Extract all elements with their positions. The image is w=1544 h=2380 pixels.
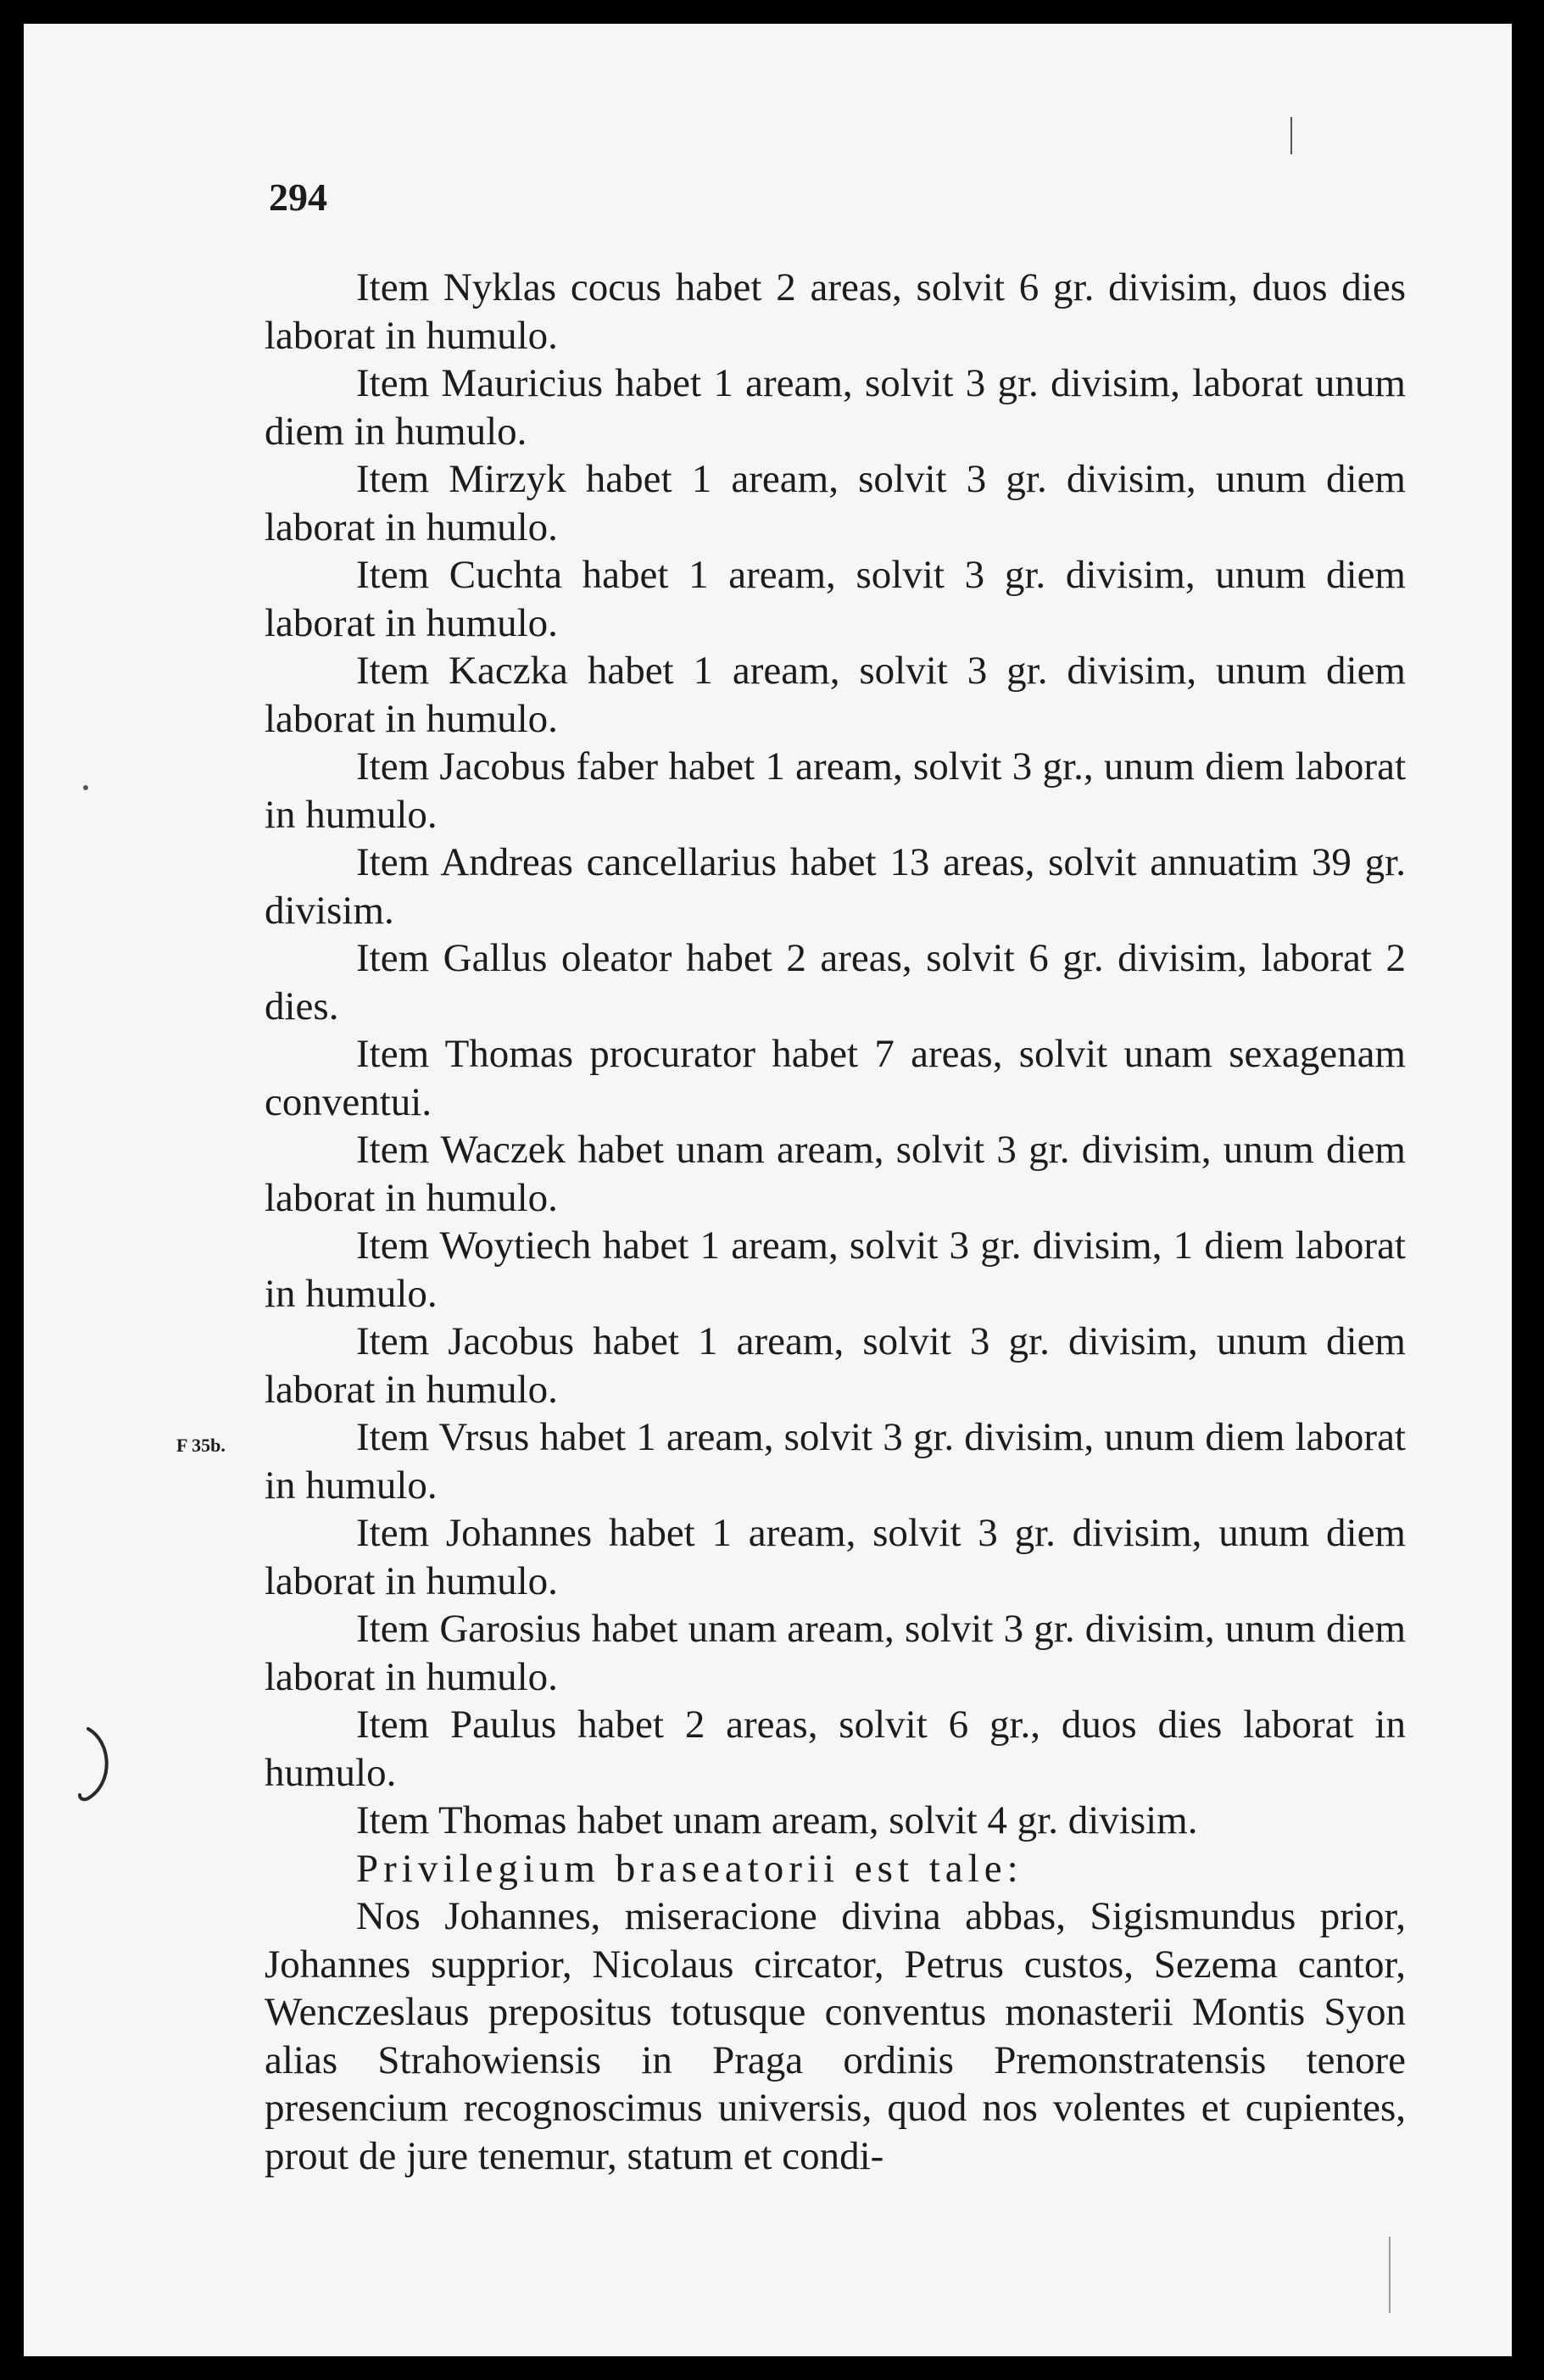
paragraph-waczek: Item Waczek habet unam aream, solvit 3 gr. divisim, unum diem laborat in humulo. (265, 1128, 1406, 1220)
paragraph-jacobus: Item Jacobus habet 1 aream, solvit 3 gr. divisim, unum diem laborat in humulo. (265, 1319, 1406, 1412)
paragraph-thomas: Item Thomas habet unam aream, solvit 4 gr. divisim. (356, 1798, 1198, 1842)
paragraph-mauricius: Item Mauricius habet 1 aream, solvit 3 gr. divisim, laborat unum diem in humulo. (265, 361, 1406, 454)
scan-speck (1290, 117, 1292, 154)
main-text (265, 264, 1406, 2180)
scan-speck (1389, 2237, 1391, 2313)
paragraph-nyklas: Item Nyklas cocus habet 2 areas, solvit 6 gr. divisim, duos dies laborat in humulo. (265, 265, 1406, 358)
paragraph-vrsus: Item Vrsus habet 1 aream, solvit 3 gr. divisim, unum diem laborat in humulo. (265, 1415, 1406, 1508)
paragraph-garosius: Item Garosius habet unam aream, solvit 3 gr. divisim, unum diem laborat in humulo. (265, 1607, 1406, 1699)
book-page (24, 24, 1520, 2356)
paragraph-jacobus-faber: Item Jacobus faber habet 1 aream, solvit 3 gr., unum diem laborat in humulo. (265, 744, 1406, 837)
section-heading: Privilegium braseatorii est tale: (356, 1846, 1023, 1891)
paragraph-privilege: Nos Johannes, miseracione divina abbas, Sigismundus prior, Johannes supprior, Nicolaus circator, Petrus custos, Sezema cantor, Wenczeslaus prepositus totusque conventus monasterii Montis Syon alias Strahowiensis in Praga ordinis Premonstratensis tenore presencium recognoscimus universis, quod nos volentes et cupientes, prout de jure tenemur, statum et condi- (265, 1894, 1406, 2178)
folio-margin-note: F 35b. (176, 1435, 226, 1456)
paragraph-gallus: Item Gallus oleator habet 2 areas, solvit 6 gr. divisim, laborat 2 dies. (265, 936, 1406, 1028)
bracket-mark-icon (76, 1724, 119, 1805)
scan-speck (83, 785, 88, 790)
paragraph-andreas: Item Andreas cancellarius habet 13 areas, solvit annuatim 39 gr. divisim. (265, 840, 1406, 933)
paragraph-johannes: Item Johannes habet 1 aream, solvit 3 gr. divisim, unum diem laborat in humulo. (265, 1511, 1406, 1603)
paragraph-mirzyk: Item Mirzyk habet 1 aream, solvit 3 gr. divisim, unum diem laborat in humulo. (265, 457, 1406, 549)
paragraph-kaczka: Item Kaczka habet 1 aream, solvit 3 gr. divisim, unum diem laborat in humulo. (265, 649, 1406, 741)
paragraph-paulus: Item Paulus habet 2 areas, solvit 6 gr., duos dies laborat in humulo. (265, 1703, 1406, 1795)
page-edge-rule (1512, 24, 1520, 2356)
paragraph-thomas-procurator: Item Thomas procurator habet 7 areas, solvit unam sexagenam conventui. (265, 1032, 1406, 1124)
page-number: 294 (269, 176, 327, 219)
paragraph-cuchta: Item Cuchta habet 1 aream, solvit 3 gr. divisim, unum diem laborat in humulo. (265, 553, 1406, 645)
paragraph-woytiech: Item Woytiech habet 1 aream, solvit 3 gr. divisim, 1 diem laborat in humulo. (265, 1223, 1406, 1316)
